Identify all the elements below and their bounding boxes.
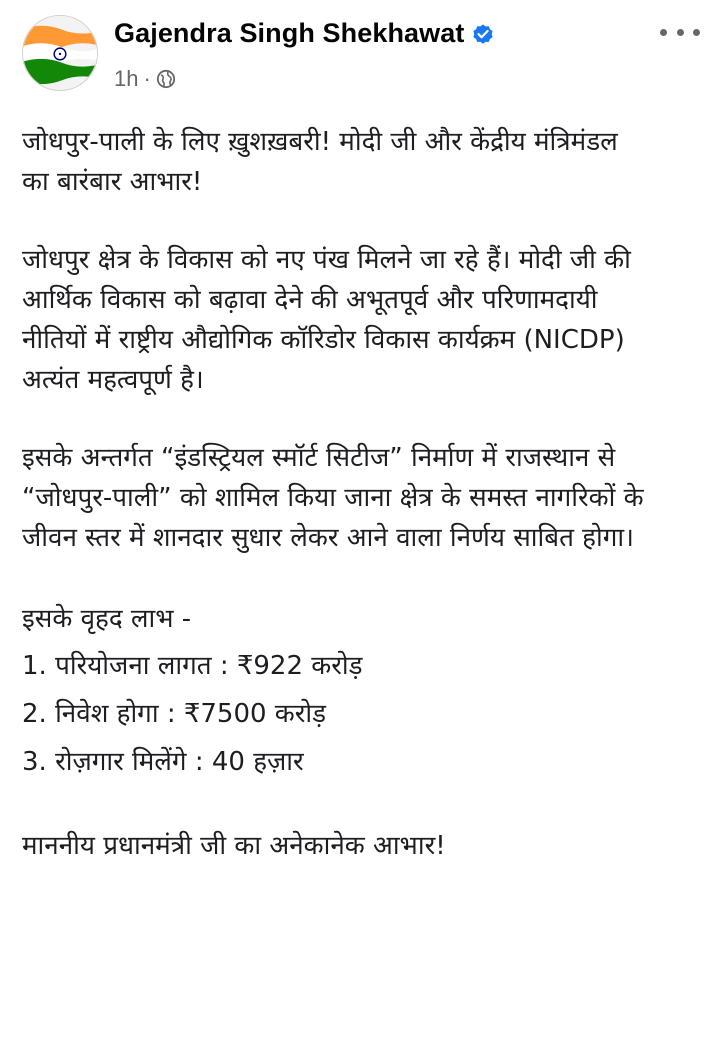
post-timestamp[interactable]: 1h	[114, 66, 139, 91]
more-dot	[677, 29, 684, 36]
avatar[interactable]	[22, 15, 98, 91]
post-paragraph-3: इसके अन्तर्गत “इंडस्ट्रियल स्मॉर्ट सिटीज” निर्माण में राजस्थान से “जोधपुर-पाली” को शामिल किया जाना क्षेत्र के समस्त नागरिकों के जीवन स्तर में शानदार सुधार लेकर आने वाला निर्णय साबित होगा।	[22, 443, 644, 553]
more-dot	[660, 29, 667, 36]
author-name[interactable]: Gajendra Singh Shekhawat	[114, 18, 465, 48]
benefits-list	[22, 596, 702, 786]
benefit-item-1: 1. परियोजना लागत : ₹922 करोड़	[22, 651, 363, 681]
post-paragraph-2: जोधपुर क्षेत्र के विकास को नए पंख मिलने जा रहे हैं। मोदी जी की आर्थिक विकास को बढ़ावा देने की अभूतपूर्व और परिणामदायी नीतियों में राष्ट्रीय औद्योगिक कॉरिडोर विकास कार्यक्रम (NICDP) अत्यंत महत्वपूर्ण है।	[22, 245, 631, 395]
post-body	[22, 122, 702, 904]
verified-badge-icon	[471, 22, 495, 46]
meta-separator: ·	[143, 66, 151, 91]
more-dot	[693, 29, 700, 36]
benefits-heading: इसके वृहद लाभ -	[22, 604, 192, 634]
post-meta	[114, 66, 176, 92]
author-row	[114, 18, 495, 49]
more-options-icon[interactable]	[660, 20, 700, 44]
post-header	[22, 10, 702, 100]
globe-icon[interactable]	[156, 69, 176, 89]
benefit-item-2: 2. निवेश होगा : ₹7500 करोड़	[22, 699, 327, 729]
benefit-item-3: 3. रोज़गार मिलेंगे : 40 हज़ार	[22, 747, 304, 777]
post-closing: माननीय प्रधानमंत्री जी का अनेकानेक आभार!	[22, 831, 446, 861]
india-flag-profile-icon	[23, 16, 97, 90]
post-paragraph-1: जोधपुर-पाली के लिए ख़ुशख़बरी! मोदी जी और केंद्रीय मंत्रिमंडल का बारंबार आभार!	[22, 127, 618, 197]
